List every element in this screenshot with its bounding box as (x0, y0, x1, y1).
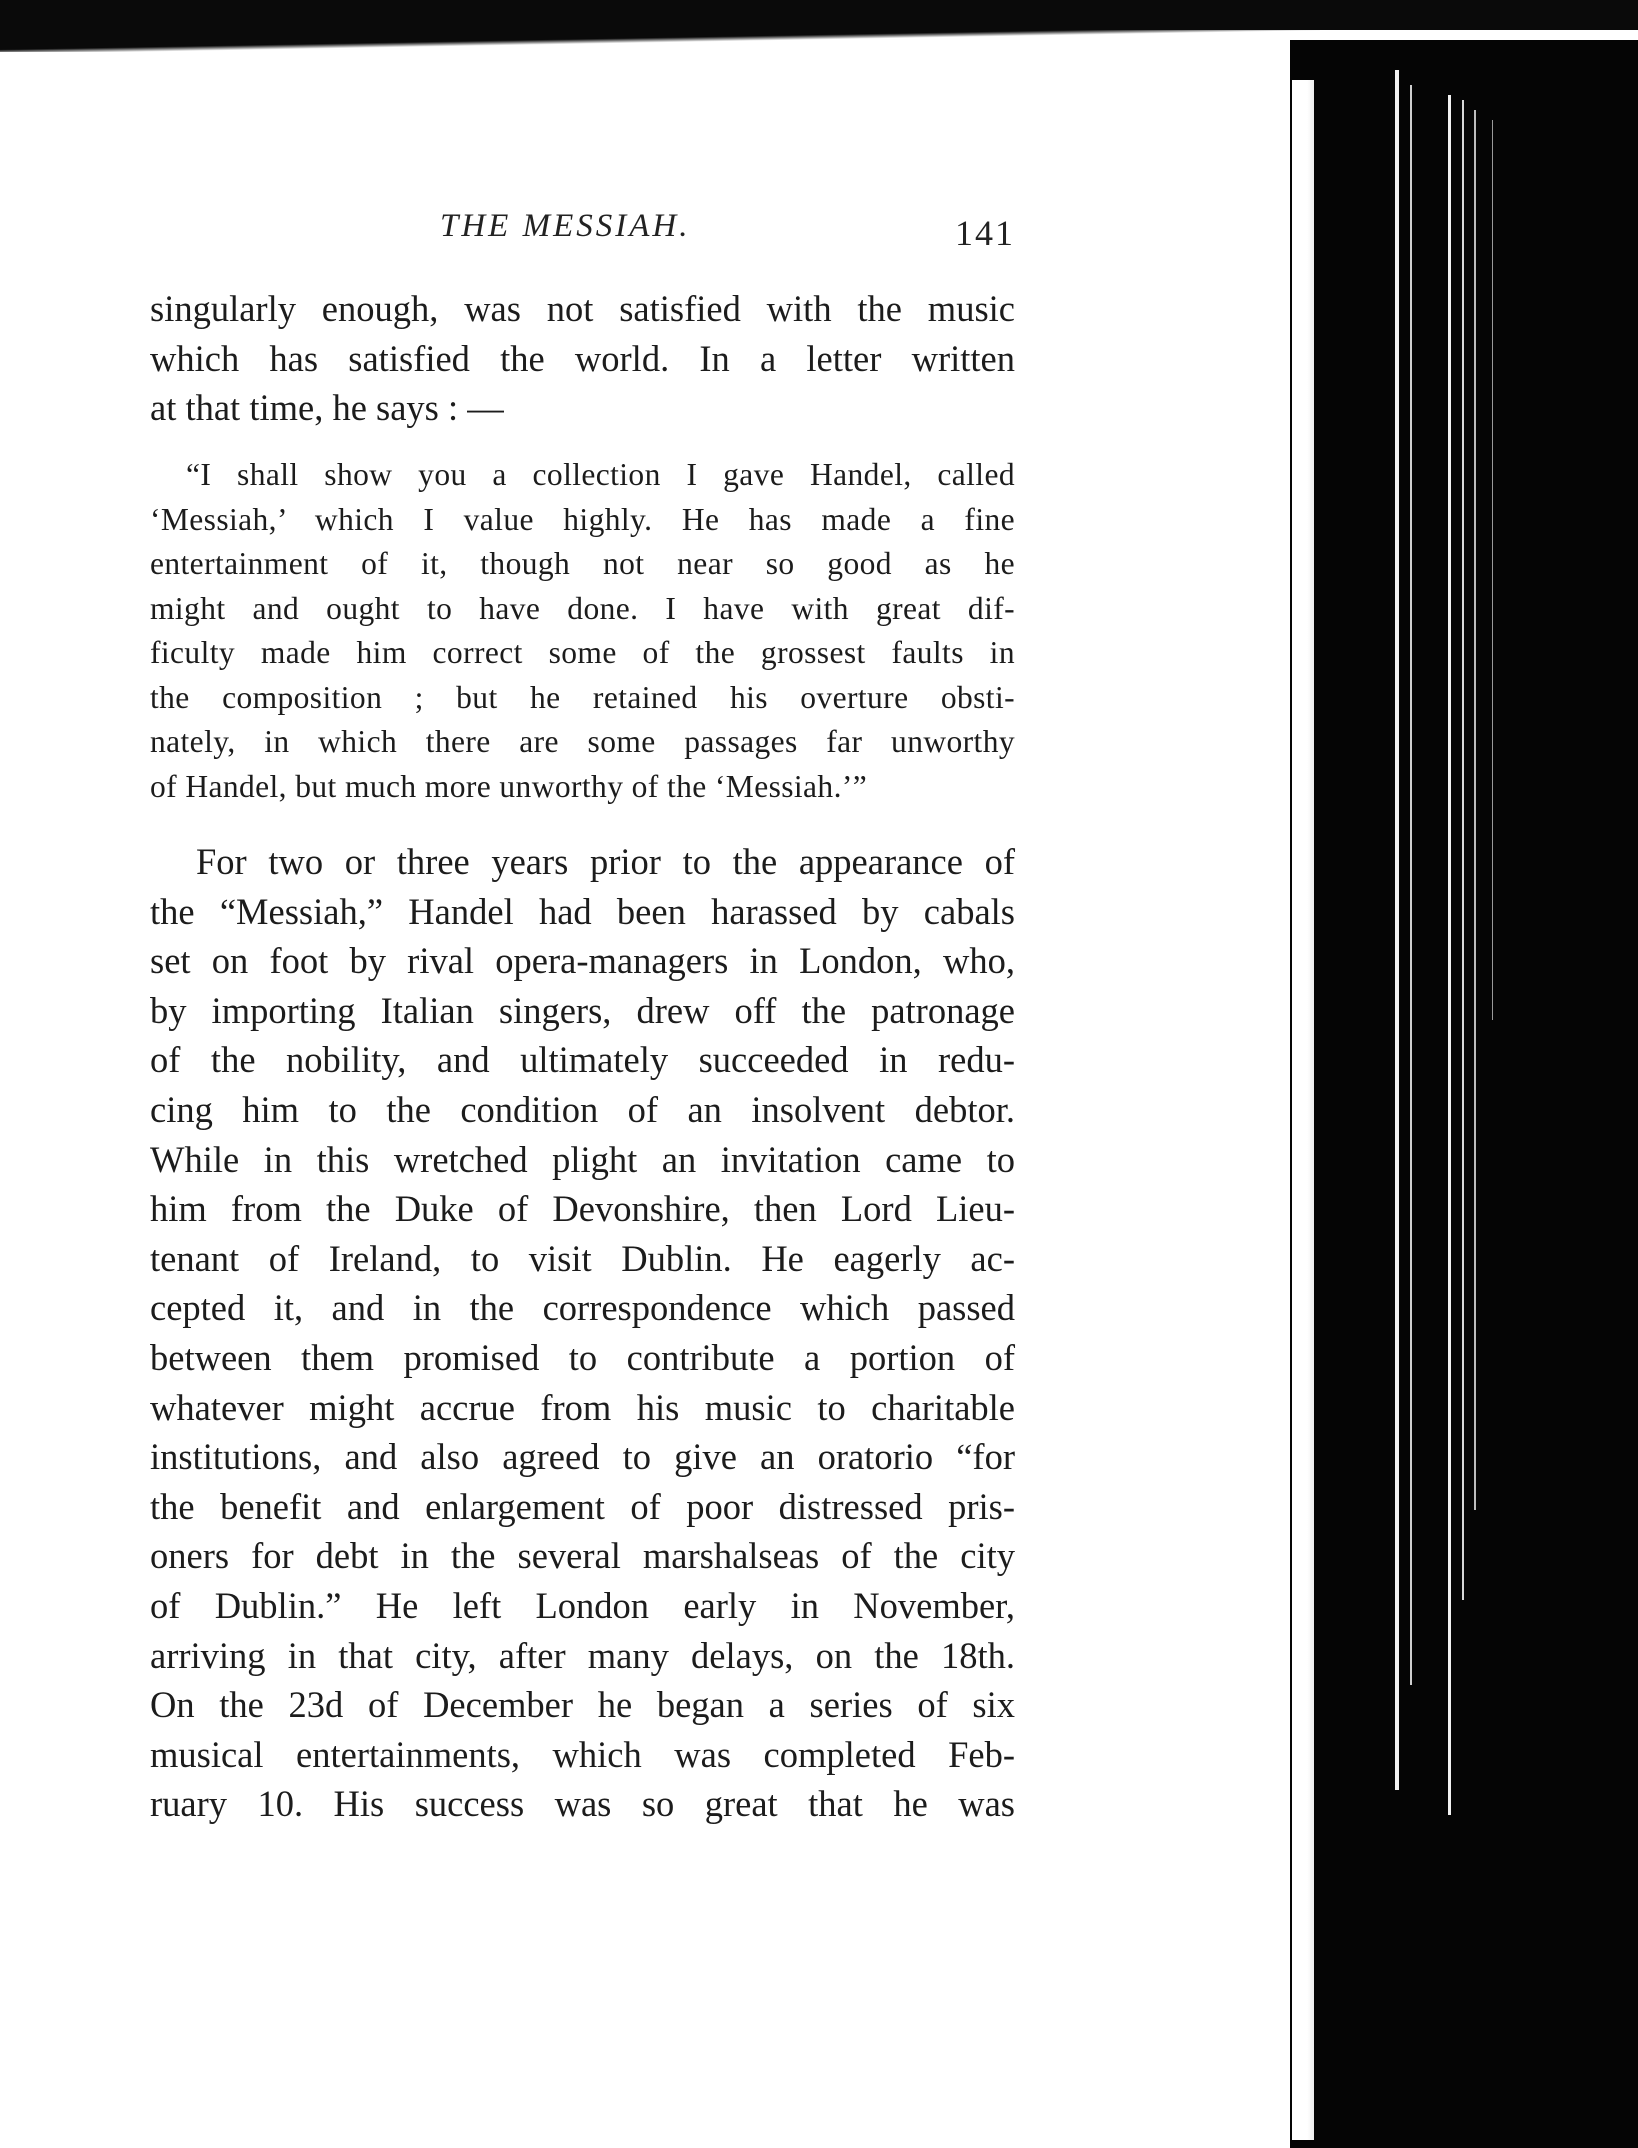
scan-page-margin (1292, 80, 1314, 2140)
text-line: which has satisfied the world. In a letter written (150, 337, 1015, 379)
scan-streak (1410, 85, 1412, 1685)
quote-line: ‘Messiah,’ which I value highly. He has made a fine (150, 501, 1015, 537)
text-line: ruary 10. His success was so great that he was (150, 1783, 1015, 1825)
scan-streak (1474, 110, 1476, 1510)
text-line: set on foot by rival opera-managers in London, who, (150, 940, 1015, 982)
text-line: tenant of Ireland, to visit Dublin. He eagerly ac- (150, 1237, 1015, 1279)
text-line: cing him to the condition of an insolvent debtor. (150, 1088, 1015, 1130)
quote-line: “I shall show you a collection I gave Handel, called (186, 457, 1015, 492)
text-line: at that time, he says : — (150, 387, 504, 429)
text-line: the “Messiah,” Handel had been harassed by cabals (150, 890, 1015, 932)
text-line: musical entertainments, which was completed Feb- (150, 1733, 1015, 1775)
text-line: For two or three years prior to the appearance of (196, 841, 1015, 882)
scan-top-edge (0, 0, 1638, 30)
page-number: 141 (955, 213, 1015, 253)
quote-line: might and ought to have done. I have with great dif- (150, 590, 1015, 626)
quote-line: entertainment of it, though not near so good as he (150, 546, 1015, 581)
text-line: singularly enough, was not satisfied with the music (150, 288, 1015, 329)
text-line: While in this wretched plight an invitation came to (150, 1138, 1015, 1180)
scan-streak (1448, 95, 1451, 1815)
scan-top-shadow (0, 28, 1320, 52)
running-head (0, 208, 1030, 268)
text-line: of the nobility, and ultimately succeeded in redu- (150, 1039, 1015, 1081)
scan-right-edge (1290, 40, 1638, 2148)
quote-line: ficulty made him correct some of the grossest faults in (150, 635, 1015, 670)
text-line: whatever might accrue from his music to charitable (150, 1386, 1015, 1428)
scan-streak (1492, 120, 1493, 1020)
quote-line: the composition ; but he retained his overture obsti- (150, 679, 1015, 715)
text-line: arriving in that city, after many delays, on the 18th. (150, 1634, 1015, 1676)
quote-line: nately, in which there are some passages far unworthy (150, 724, 1015, 759)
scan-streak (1395, 70, 1399, 1790)
text-line: him from the Duke of Devonshire, then Lord Lieu- (150, 1188, 1015, 1230)
text-line: of Dublin.” He left London early in November, (150, 1584, 1015, 1626)
block-quote (150, 453, 1015, 809)
text-line: between them promised to contribute a portion of (150, 1336, 1015, 1378)
paragraph-continuation (150, 284, 1015, 433)
text-line: the benefit and enlargement of poor distressed pris- (150, 1485, 1015, 1527)
text-line: On the 23d of December he began a series of six (150, 1684, 1015, 1726)
scan-streak (1462, 100, 1464, 1600)
quote-line: of Handel, but much more unworthy of the ‘Messiah.’” (150, 768, 868, 804)
text-line: by importing Italian singers, drew off the patronage (150, 989, 1015, 1031)
running-head-title: THE MESSIAH. (440, 208, 691, 244)
paragraph-body (150, 837, 1015, 1829)
text-line: cepted it, and in the correspondence which passed (150, 1287, 1015, 1329)
text-line: institutions, and also agreed to give an oratorio “for (150, 1436, 1015, 1478)
text-line: oners for debt in the several marshalseas of the city (150, 1535, 1015, 1577)
